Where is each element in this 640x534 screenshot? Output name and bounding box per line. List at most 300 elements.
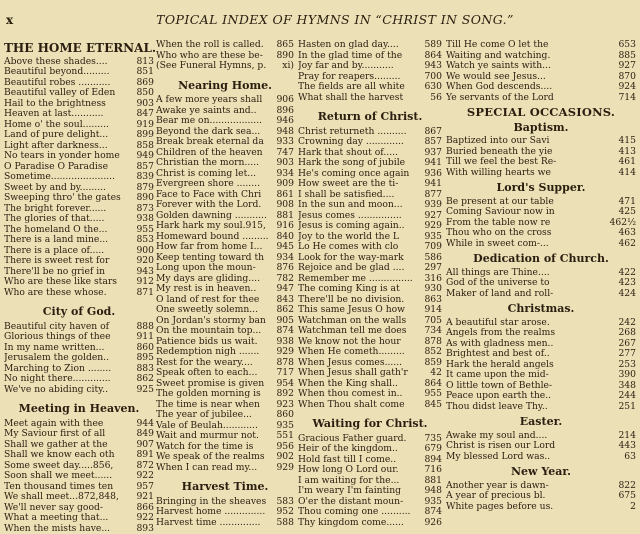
hymn-number: 948 — [274, 127, 294, 138]
hymn-index-entry — [4, 385, 154, 396]
section-heading: THE HOME ETERNAL. — [4, 43, 154, 54]
hymn-title: Christian the morn..... — [156, 158, 274, 169]
hymn-number: 903 — [134, 99, 154, 110]
hymn-number: 954 — [274, 379, 294, 390]
hymn-number: 919 — [134, 120, 154, 131]
hymn-index-entry — [298, 465, 442, 476]
hymn-number: 874 — [274, 326, 294, 337]
hymn-index-entry — [156, 463, 294, 474]
hymn-index-entry — [446, 502, 636, 513]
hymn-index-entry — [156, 116, 294, 127]
hymn-title: Wait and murmur not. — [156, 431, 274, 442]
hymn-number: 876 — [274, 263, 294, 274]
hymn-title: Break break eternal da — [156, 137, 274, 148]
hymn-number: 878 — [274, 358, 294, 369]
hymn-number: 947 — [274, 284, 294, 295]
hymn-number: xi) — [280, 61, 294, 72]
hymn-number: 861 — [274, 190, 294, 201]
hymn-index-entry — [4, 109, 154, 120]
hymn-index-entry — [446, 431, 636, 442]
hymn-index-entry — [298, 221, 442, 232]
hymn-index-entry — [156, 211, 294, 222]
hymn-index-entry — [298, 389, 442, 400]
hymn-index-entry — [298, 400, 442, 411]
hymn-index-entry — [298, 347, 442, 358]
hymn-title: Some sweet day.....856, — [4, 461, 134, 472]
hymn-title: Jesus comes ............... — [298, 211, 422, 222]
hymn-index-entry — [4, 364, 154, 375]
hymn-index-entry — [156, 253, 294, 264]
hymn-index-entry — [4, 277, 154, 288]
hymn-title: Shall we know each oth — [4, 450, 134, 461]
hymn-number: 849 — [134, 429, 154, 440]
hymn-index-entry — [156, 379, 294, 390]
hymn-index-entry — [156, 274, 294, 285]
hymn-number: 888 — [134, 322, 154, 333]
hymn-index-entry — [156, 148, 294, 159]
hymn-number: 873 — [134, 204, 154, 215]
hymn-title: Home o' the soul......... — [4, 120, 134, 131]
hymn-number: 955 — [134, 225, 154, 236]
hymn-index-entry — [298, 295, 442, 306]
hymn-title: How long O Lord our. — [298, 465, 422, 476]
hymn-number: 679 — [422, 444, 442, 455]
hymn-number: 935 — [422, 232, 442, 243]
hymn-title: This same Jesus O how — [298, 305, 422, 316]
hymn-title: Remember me ............... — [298, 274, 422, 285]
hymn-number: 850 — [134, 88, 154, 99]
hymn-title: As with gladness men.. — [446, 339, 616, 350]
hymn-number: 463 — [616, 228, 636, 239]
hymn-title: Waiting and watching. — [446, 51, 616, 62]
hymn-number: 852 — [422, 347, 442, 358]
hymn-index-entry — [298, 40, 442, 51]
hymn-number: 862 — [134, 374, 154, 385]
hymn-index-entry — [4, 343, 154, 354]
hymn-title: There is a place of..... — [4, 246, 134, 257]
hymn-number: 929 — [422, 221, 442, 232]
hymn-title: Vale of Beulah............ — [156, 421, 274, 432]
hymn-title: In the sun and moon... — [298, 200, 422, 211]
section-heading: Baptism. — [446, 123, 636, 134]
hymn-title: God of the universe to — [446, 278, 616, 289]
hymn-number: 929 — [274, 347, 294, 358]
hymn-title: Christ returneth .......... — [298, 127, 422, 138]
hymn-title: The time is near when — [156, 400, 274, 411]
hymn-number: 413 — [616, 147, 636, 158]
hymn-index-entry — [4, 141, 154, 152]
hymn-title: Till we feel the best Re- — [446, 157, 616, 168]
hymn-title: O land of rest for thee — [156, 295, 274, 306]
hymn-title: Glorious things of thee — [4, 332, 134, 343]
hymn-title: Baptized into our Savi — [446, 136, 616, 147]
hymn-title: We would see Jesus... — [446, 72, 616, 83]
hymn-number: 927 — [422, 211, 442, 222]
hymn-index-entry — [156, 242, 294, 253]
hymn-title: Heaven at last........... — [4, 109, 134, 120]
hymn-number: 630 — [422, 82, 442, 93]
hymn-number: 937 — [422, 148, 442, 159]
hymn-number: 297 — [422, 263, 442, 274]
hymn-title: When thou comest in.. — [298, 389, 422, 400]
hymn-index-entry — [4, 524, 154, 534]
hymn-title: Land of pure delight... — [4, 130, 134, 141]
section-heading: Easter. — [446, 417, 636, 428]
hymn-title: Crowning day ............. — [298, 137, 422, 148]
hymn-index-entry — [298, 274, 442, 285]
hymn-title: Keep tenting toward th — [156, 253, 274, 264]
hymn-index-entry — [4, 461, 154, 472]
hymn-number: 906 — [274, 95, 294, 106]
hymn-number: 956 — [274, 442, 294, 453]
hymn-index-entry — [156, 358, 294, 369]
hymn-title: With willing hearts we — [446, 168, 616, 179]
hymn-title: Thou coming one .......... — [298, 507, 422, 518]
hymn-index-entry — [4, 88, 154, 99]
hymn-index-entry — [446, 289, 636, 300]
hymn-title: How far from home I... — [156, 242, 274, 253]
hymn-title: O Paradise O Paradise — [4, 162, 134, 173]
hymn-number: 912 — [134, 277, 154, 288]
section-heading: Harvest Time. — [156, 482, 294, 493]
hymn-index-entry — [298, 211, 442, 222]
hymn-number: 390 — [616, 370, 636, 381]
hymn-title: Thou who on the cross — [446, 228, 616, 239]
hymn-index-entry — [156, 61, 294, 72]
hymn-index-entry — [156, 221, 294, 232]
hymn-number: 870 — [616, 72, 636, 83]
hymn-title: In my name written... — [4, 343, 134, 354]
hymn-title: Long upon the moun- — [156, 263, 274, 274]
hymn-number: 905 — [274, 316, 294, 327]
hymn-index-entry — [4, 322, 154, 333]
hymn-title: Marching to Zion ........ — [4, 364, 134, 375]
hymn-number: 908 — [274, 200, 294, 211]
hymn-title: The fields are all white — [298, 82, 422, 93]
hymn-index-entry — [4, 235, 154, 246]
hymn-title: The coming King is at — [298, 284, 422, 295]
hymn-title: When Jesus shall gath'r — [298, 368, 428, 379]
hymn-number: 705 — [422, 316, 442, 327]
hymn-title: Hasten on glad day.... — [298, 40, 422, 51]
hymn-index-entry — [156, 106, 294, 117]
hymn-number: 860 — [134, 343, 154, 354]
hymn-title: (See Funeral Hymns, p. — [156, 61, 280, 72]
hymn-number: 927 — [616, 61, 636, 72]
hymn-title: When He cometh......... — [298, 347, 422, 358]
hymn-index-entry — [298, 82, 442, 93]
hymn-title: The glories of that..... — [4, 214, 134, 225]
hymn-index-entry — [446, 360, 636, 371]
hymn-number: 268 — [616, 328, 636, 339]
hymn-index-entry — [298, 242, 442, 253]
hymn-index-entry — [446, 349, 636, 360]
hymn-title: The year of jubilee... — [156, 410, 274, 421]
hymn-number: 948 — [422, 486, 442, 497]
hymn-title: White pages before us. — [446, 502, 628, 513]
hymn-number: 858 — [134, 141, 154, 152]
hymn-index-entry — [298, 305, 442, 316]
hymn-title: All things are Thine.... — [446, 268, 616, 279]
hymn-title: He's coming once again — [298, 169, 422, 180]
hymn-number: 422 — [616, 268, 636, 279]
hymn-index-entry — [298, 337, 442, 348]
hymn-index-entry — [4, 162, 154, 173]
hymn-index-entry — [446, 339, 636, 350]
hymn-title: Joy far and by........... — [298, 61, 422, 72]
hymn-index-entry — [298, 190, 442, 201]
hymn-number: 717 — [274, 368, 294, 379]
hymn-number: 843 — [274, 295, 294, 306]
hymn-index-entry — [446, 51, 636, 62]
hymn-title: Angels from the realms — [446, 328, 616, 339]
hymn-index-entry — [156, 497, 294, 508]
hymn-number: 716 — [422, 465, 442, 476]
hymn-index-entry — [4, 120, 154, 131]
page-header-title: TOPICAL INDEX OF HYMNS IN “CHRIST IN SONG.” — [40, 12, 630, 27]
hymn-index-entry — [156, 40, 294, 51]
hymn-title: Heir of the kingdom.. — [298, 444, 422, 455]
section-heading: Christmas. — [446, 304, 636, 315]
hymn-title: Jerusalem the golden.. — [4, 353, 134, 364]
hymn-number: 63 — [622, 452, 636, 463]
section-heading: Waiting for Christ. — [298, 419, 442, 430]
hymn-index-entry — [298, 518, 442, 529]
hymn-index-entry — [156, 421, 294, 432]
hymn-title: Face to Face with Chri — [156, 190, 274, 201]
index-column-4 — [446, 40, 636, 512]
hymn-number: 862 — [274, 305, 294, 316]
hymn-title: No night there............. — [4, 374, 134, 385]
hymn-index-entry — [4, 246, 154, 257]
hymn-title: Lo He comes with clo — [298, 242, 422, 253]
hymn-index-entry — [446, 452, 636, 463]
hymn-number: 822 — [616, 481, 636, 492]
hymn-title: The golden morning is — [156, 389, 274, 400]
hymn-index-entry — [4, 214, 154, 225]
hymn-number: 864 — [422, 51, 442, 62]
hymn-index-entry — [156, 368, 294, 379]
hymn-index-entry — [4, 183, 154, 194]
hymn-index-entry — [446, 441, 636, 452]
hymn-number: 922 — [134, 471, 154, 482]
hymn-index-entry — [4, 99, 154, 110]
hymn-number: 847 — [134, 109, 154, 120]
hymn-index-entry — [156, 316, 294, 327]
hymn-index-entry — [446, 136, 636, 147]
hymn-index-entry — [156, 232, 294, 243]
hymn-index-entry — [156, 263, 294, 274]
hymn-number: 894 — [422, 455, 442, 466]
hymn-title: On Jordan's stormy ban — [156, 316, 274, 327]
hymn-number: 782 — [274, 274, 294, 285]
hymn-number: 813 — [134, 57, 154, 68]
hymn-index-entry — [156, 137, 294, 148]
hymn-title: Above these shades.... — [4, 57, 134, 68]
hymn-title: Pray for reapers......... — [298, 72, 422, 83]
hymn-index-entry — [4, 471, 154, 482]
hymn-title: Thy kingdom come...... — [298, 518, 422, 529]
hymn-index-entry — [446, 318, 636, 329]
hymn-index-entry — [298, 507, 442, 518]
hymn-title: Christ is risen our Lord — [446, 441, 616, 452]
hymn-title: When the mists have... — [4, 524, 134, 534]
hymn-number: 348 — [616, 381, 636, 392]
hymn-number: 952 — [274, 507, 294, 518]
hymn-index-entry — [4, 450, 154, 461]
hymn-index-entry — [4, 513, 154, 524]
hymn-title: We've no abiding city.. — [4, 385, 134, 396]
hymn-number: 675 — [616, 491, 636, 502]
hymn-number: 903 — [274, 158, 294, 169]
hymn-title: I shall be satisfied.... — [298, 190, 422, 201]
hymn-index-entry — [156, 337, 294, 348]
hymn-number: 943 — [422, 61, 442, 72]
section-heading: Return of Christ. — [298, 112, 442, 123]
hymn-title: Till He come O let the — [446, 40, 616, 51]
hymn-title: Hark that shout of..... — [298, 148, 422, 159]
hymn-index-entry — [298, 444, 442, 455]
section-heading: Lord's Supper. — [446, 183, 636, 194]
hymn-index-entry — [4, 332, 154, 343]
hymn-number: 877 — [422, 190, 442, 201]
hymn-number: 714 — [616, 93, 636, 104]
hymn-title: While in sweet com-... — [446, 239, 616, 250]
hymn-title: When I can read my... — [156, 463, 274, 474]
hymn-number: 941 — [422, 158, 442, 169]
hymn-title: What a meeting that... — [4, 513, 134, 524]
hymn-index-entry — [298, 232, 442, 243]
hymn-title: There is sweet rest for — [4, 256, 134, 267]
hymn-index-entry — [156, 51, 294, 62]
section-heading: New Year. — [446, 467, 636, 478]
hymn-number: 867 — [422, 127, 442, 138]
hymn-title: Ye servants of the Lord — [446, 93, 616, 104]
hymn-number: 589 — [422, 40, 442, 51]
hymn-number: 878 — [422, 337, 442, 348]
hymn-title: A few more years shall — [156, 95, 274, 106]
hymn-number: 946 — [274, 116, 294, 127]
hymn-number: 881 — [274, 211, 294, 222]
hymn-index-entry — [4, 57, 154, 68]
hymn-title: Who are these like stars — [4, 277, 134, 288]
hymn-number: 949 — [134, 151, 154, 162]
hymn-number: 415 — [616, 136, 636, 147]
hymn-title: How sweet are the ti- — [298, 179, 422, 190]
hymn-number: 922 — [134, 513, 154, 524]
hymn-number: 586 — [422, 253, 442, 264]
hymn-index-entry — [156, 452, 294, 463]
hymn-index-entry — [446, 61, 636, 72]
hymn-title: Watch ye saints with... — [446, 61, 616, 72]
index-column-2 — [156, 40, 294, 528]
hymn-title: Light after darkness... — [4, 141, 134, 152]
hymn-number: 890 — [134, 193, 154, 204]
hymn-title: A beautiful star arose. — [446, 318, 616, 329]
hymn-index-entry — [446, 370, 636, 381]
hymn-number: 747 — [274, 148, 294, 159]
hymn-number: 277 — [616, 349, 636, 360]
hymn-index-entry — [4, 419, 154, 430]
hymn-number: 2 — [628, 502, 636, 513]
hymn-title: Maker of land and roll- — [446, 289, 616, 300]
hymn-number: 840 — [274, 232, 294, 243]
hymn-index-entry — [298, 326, 442, 337]
hymn-index-entry — [4, 193, 154, 204]
hymn-index-entry — [298, 179, 442, 190]
hymn-number: 936 — [422, 169, 442, 180]
hymn-index-entry — [156, 169, 294, 180]
hymn-index-entry — [446, 481, 636, 492]
hymn-number: 921 — [134, 492, 154, 503]
hymn-title: From the table now re — [446, 218, 608, 229]
hymn-title: What shall the harvest — [298, 93, 428, 104]
hymn-title: Forever with the Lord. — [156, 200, 274, 211]
hymn-number: 267 — [616, 339, 636, 350]
hymn-title: Watchman tell me does — [298, 326, 422, 337]
hymn-title: Christ is coming let... — [156, 169, 274, 180]
hymn-index-entry — [4, 440, 154, 451]
hymn-title: Beautiful valley of Eden — [4, 88, 134, 99]
hymn-title: My rest is in heaven.. — [156, 284, 274, 295]
hymn-index-entry — [4, 267, 154, 278]
hymn-number: 909 — [274, 179, 294, 190]
index-column-3 — [298, 40, 442, 528]
hymn-index-entry — [446, 239, 636, 250]
section-heading: SPECIAL OCCASIONS. — [446, 107, 636, 118]
hymn-title: Harvest time .............. — [156, 518, 274, 529]
section-heading: Dedication of Church. — [446, 254, 636, 265]
hymn-index-entry — [4, 503, 154, 514]
hymn-index-entry — [446, 82, 636, 93]
hymn-number: 895 — [134, 353, 154, 364]
hymn-number: 935 — [274, 421, 294, 432]
hymn-number: 56 — [428, 93, 442, 104]
hymn-index-entry — [4, 225, 154, 236]
hymn-index-entry — [4, 353, 154, 364]
hymn-number: 907 — [134, 440, 154, 451]
hymn-number: 863 — [422, 295, 442, 306]
index-columns — [0, 40, 640, 476]
hymn-title: Bringing in the sheaves — [156, 497, 274, 508]
hymn-title: Hold fast till I come.. — [298, 455, 422, 466]
hymn-index-entry — [156, 305, 294, 316]
hymn-number: 941 — [422, 179, 442, 190]
hymn-number: 839 — [134, 172, 154, 183]
hymn-index-entry — [298, 263, 442, 274]
hymn-number: 709 — [422, 242, 442, 253]
hymn-title: On the mountain top... — [156, 326, 274, 337]
hymn-number: 251 — [616, 402, 636, 413]
hymn-index-entry — [4, 204, 154, 215]
hymn-title: Gracious Father guard. — [298, 434, 422, 445]
hymn-number: 911 — [134, 332, 154, 343]
hymn-index-entry — [156, 127, 294, 138]
hymn-number: 899 — [134, 130, 154, 141]
hymn-number: 653 — [616, 40, 636, 51]
hymn-index-entry — [156, 326, 294, 337]
hymn-title: Be present at our table — [446, 197, 616, 208]
hymn-index-entry — [4, 256, 154, 267]
hymn-number: 916 — [274, 221, 294, 232]
hymn-title: Sweeping thro' the gates — [4, 193, 134, 204]
hymn-number: 943 — [134, 267, 154, 278]
hymn-index-entry — [298, 169, 442, 180]
hymn-number: 851 — [134, 67, 154, 78]
hymn-title: Redemption nigh ....... — [156, 347, 274, 358]
hymn-title: O'er the distant moun- — [298, 497, 422, 508]
hymn-title: Rejoice and be glad .... — [298, 263, 422, 274]
